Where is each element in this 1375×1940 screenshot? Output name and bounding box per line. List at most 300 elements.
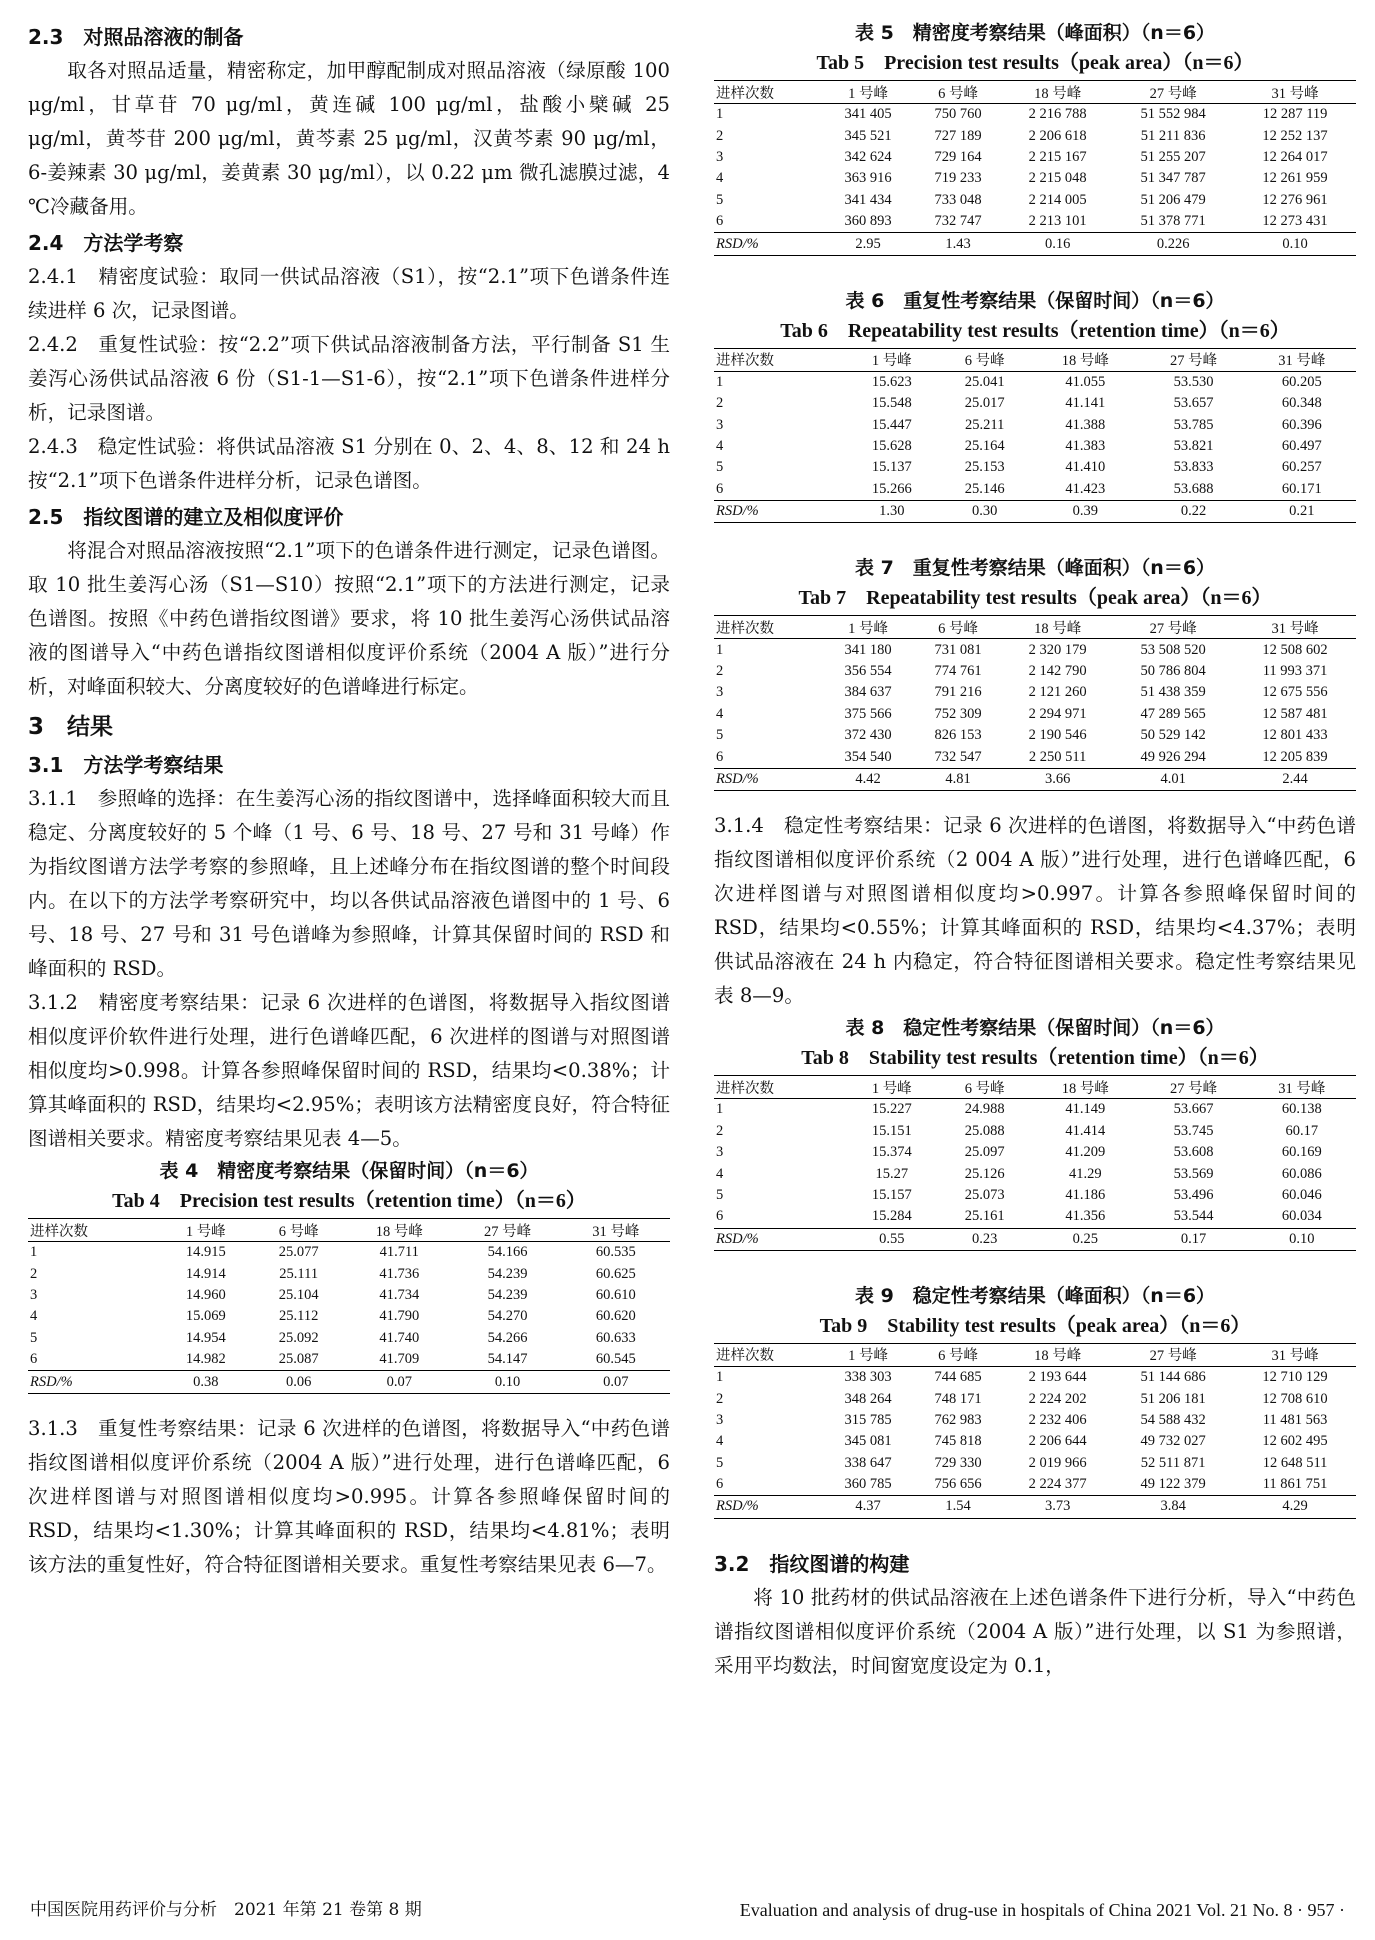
rsd-cell: 1.54 — [913, 1496, 1003, 1518]
table-cell: 12 264 017 — [1262, 148, 1328, 165]
column-header: 31 号峰 — [1234, 81, 1356, 104]
table-cell: 53.745 — [1173, 1122, 1214, 1139]
table-cell: 14.954 — [185, 1329, 226, 1346]
table-cell: 41.209 — [1065, 1144, 1106, 1161]
table-cell: 1 — [716, 1369, 724, 1386]
table-cell: 732 747 — [934, 213, 982, 230]
table-cell: 15.623 — [871, 373, 912, 390]
table-7-block — [714, 553, 1356, 791]
column-header: 31 号峰 — [1234, 616, 1356, 639]
table-cell: 727 189 — [934, 127, 982, 144]
table-row — [714, 661, 1356, 682]
table-cell: 354 540 — [844, 748, 892, 765]
table-cell: 6 — [716, 1476, 724, 1493]
table-cell: 51 144 686 — [1140, 1369, 1206, 1386]
table-cell: 744 685 — [934, 1369, 982, 1386]
table-cell: 1 — [716, 641, 724, 658]
table-cell: 52 511 871 — [1140, 1454, 1206, 1471]
table-9 — [714, 1343, 1356, 1519]
table-8-caption-cn: 表 8 稳定性考察结果（保留时间）（n＝6） — [845, 1017, 1225, 1040]
rsd-cell: 0.23 — [938, 1228, 1031, 1250]
table-cell: 60.257 — [1281, 459, 1322, 476]
table-cell: 15.266 — [871, 480, 912, 497]
table-cell: 53.544 — [1173, 1208, 1214, 1225]
table-cell: 341 434 — [844, 191, 892, 208]
table-cell: 25.087 — [278, 1351, 319, 1368]
table-row — [28, 1328, 670, 1349]
table-cell: 25.153 — [964, 459, 1005, 476]
rsd-cell: 1.43 — [913, 233, 1003, 255]
table-row — [714, 1453, 1356, 1474]
table-cell: 4 — [30, 1308, 38, 1325]
table-cell: 6 — [716, 748, 724, 765]
table-cell: 4 — [716, 705, 724, 722]
table-cell: 60.497 — [1281, 438, 1322, 455]
table-cell: 53.688 — [1173, 480, 1214, 497]
table-cell: 2 — [716, 663, 724, 680]
table-cell: 14.960 — [185, 1286, 226, 1303]
column-header: 27 号峰 — [453, 1219, 561, 1242]
table-cell: 2 — [30, 1265, 38, 1282]
table-cell: 729 164 — [934, 148, 982, 165]
rsd-cell: RSD/% — [714, 501, 845, 523]
table-cell: 53.657 — [1173, 395, 1214, 412]
table-cell: 12 801 433 — [1262, 727, 1328, 744]
column-header: 18 号峰 — [345, 1219, 453, 1242]
table-cell: 5 — [30, 1329, 38, 1346]
column-header: 进样次数 — [714, 616, 823, 639]
section-2-4-3: 2.4.3 稳定性试验：将供试品溶液 S1 分别在 0、2、4、8、12 和 24 h 按“2.1”项下色谱条件进样分析，记录色谱图。 — [28, 435, 670, 492]
table-cell: 2 250 511 — [1028, 748, 1087, 765]
table-cell: 752 309 — [934, 705, 982, 722]
table-cell: 15.151 — [871, 1122, 912, 1139]
table-6-caption-cn: 表 6 重复性考察结果（保留时间）（n＝6） — [845, 289, 1225, 312]
table-cell: 12 273 431 — [1262, 213, 1328, 230]
table-cell: 12 708 610 — [1262, 1390, 1328, 1407]
column-header: 6 号峰 — [252, 1219, 345, 1242]
rsd-cell: RSD/% — [714, 1228, 845, 1250]
table-row — [714, 1121, 1356, 1142]
table-cell: 5 — [716, 459, 724, 476]
table-cell: 2 215 167 — [1028, 148, 1087, 165]
table-cell: 774 761 — [934, 663, 982, 680]
table-cell: 14.982 — [185, 1351, 226, 1368]
rsd-cell: 3.73 — [1003, 1496, 1112, 1518]
table-cell: 3 — [716, 684, 724, 701]
table-row — [714, 1366, 1356, 1388]
table-cell: 60.396 — [1281, 416, 1322, 433]
table-cell: 1 — [716, 1101, 724, 1118]
column-header: 进样次数 — [714, 348, 845, 371]
table-row — [714, 1185, 1356, 1206]
table-row — [28, 1306, 670, 1327]
table-cell: 341 405 — [844, 106, 892, 123]
table-9-block — [714, 1281, 1356, 1519]
column-header: 31 号峰 — [1234, 1343, 1356, 1366]
table-cell: 5 — [716, 727, 724, 744]
table-row — [714, 682, 1356, 703]
table-cell: 6 — [716, 213, 724, 230]
section-3-2-title: 3.2 指纹图谱的构建 — [714, 1551, 910, 1576]
table-header-row — [714, 1076, 1356, 1099]
table-cell: 25.211 — [965, 416, 1005, 433]
rsd-row — [714, 1496, 1356, 1518]
rsd-cell: 0.30 — [938, 501, 1031, 523]
table-cell: 4 — [716, 1165, 724, 1182]
table-cell: 25.092 — [278, 1329, 319, 1346]
table-header-row — [714, 616, 1356, 639]
table-cell: 342 624 — [844, 148, 892, 165]
left-column — [28, 18, 670, 1582]
section-3-2-text: 将 10 批药材的供试品溶液在上述色谱条件下进行分析，导入“中药色谱指纹图谱相似度评价系统（2004 A 版）”进行处理，以 S1 为参照谱，采用平均数法，时间窗宽度设定为 0.1， — [714, 1585, 1356, 1677]
table-cell: 6 — [30, 1351, 38, 1368]
table-cell: 15.069 — [185, 1308, 226, 1325]
table-cell: 12 675 556 — [1262, 684, 1328, 701]
table-cell: 14.915 — [185, 1244, 226, 1261]
table-cell: 54.239 — [487, 1265, 528, 1282]
table-cell: 41.709 — [379, 1351, 420, 1368]
table-cell: 54.239 — [487, 1286, 528, 1303]
table-cell: 5 — [716, 191, 724, 208]
table-cell: 51 378 771 — [1140, 213, 1206, 230]
table-cell: 2 320 179 — [1028, 641, 1087, 658]
table-row — [714, 415, 1356, 436]
table-cell: 3 — [716, 148, 724, 165]
table-cell: 348 264 — [844, 1390, 892, 1407]
table-cell: 49 732 027 — [1140, 1433, 1206, 1450]
table-cell: 345 521 — [844, 127, 892, 144]
table-cell: 60.348 — [1281, 395, 1322, 412]
column-header: 27 号峰 — [1112, 1343, 1234, 1366]
table-cell: 60.633 — [595, 1329, 636, 1346]
table-5 — [714, 80, 1356, 256]
column-header: 31 号峰 — [562, 1219, 670, 1242]
column-header: 进样次数 — [714, 81, 823, 104]
table-cell: 41.141 — [1065, 395, 1106, 412]
table-cell: 60.034 — [1281, 1208, 1322, 1225]
table-cell: 2 — [716, 395, 724, 412]
table-cell: 54.270 — [487, 1308, 528, 1325]
table-cell: 4 — [716, 438, 724, 455]
table-cell: 2 214 005 — [1028, 191, 1087, 208]
table-cell: 729 330 — [934, 1454, 982, 1471]
table-cell: 356 554 — [844, 663, 892, 680]
table-cell: 50 786 804 — [1140, 663, 1206, 680]
column-header: 1 号峰 — [823, 1343, 913, 1366]
table-5-caption-cn: 表 5 精密度考察结果（峰面积）（n＝6） — [854, 22, 1216, 44]
table-cell: 2 — [716, 1122, 724, 1139]
table-cell: 2 213 101 — [1028, 213, 1087, 230]
table-cell: 41.383 — [1065, 438, 1106, 455]
table-cell: 60.17 — [1285, 1122, 1319, 1139]
table-cell: 51 206 479 — [1140, 191, 1206, 208]
table-cell: 25.041 — [964, 373, 1005, 390]
table-row — [714, 457, 1356, 478]
section-3-1-4: 3.1.4 稳定性考察结果：记录 6 次进样的色谱图，将数据导入“中药色谱指纹图谱相似度评价系统（2 004 A 版）”进行处理，进行色谱峰匹配，6 次进样图谱与对照图谱相似度均>0.997。计算各参照峰保留时间的 RSD，结果均<0.55%；计算其峰面积的 RSD，结果均<4.37%；表明供试品溶液在 24 h 内稳定，符合特征图谱相关要求。稳定性考察结果见表 8—9。 — [714, 814, 1356, 1008]
table-cell: 345 081 — [844, 1433, 892, 1450]
table-cell: 60.535 — [595, 1244, 636, 1261]
table-row — [714, 104, 1356, 126]
table-cell: 12 648 511 — [1262, 1454, 1328, 1471]
table-cell: 41.423 — [1065, 480, 1106, 497]
table-cell: 6 — [716, 1208, 724, 1225]
table-cell: 53.833 — [1173, 459, 1214, 476]
table-row — [714, 1431, 1356, 1452]
table-cell: 733 048 — [934, 191, 982, 208]
table-cell: 54.166 — [487, 1244, 528, 1261]
table-cell: 360 785 — [844, 1476, 892, 1493]
table-cell: 60.620 — [595, 1308, 636, 1325]
table-cell: 2 206 644 — [1028, 1433, 1087, 1450]
table-row — [714, 393, 1356, 414]
table-cell: 12 287 119 — [1262, 106, 1328, 123]
table-cell: 2 232 406 — [1028, 1411, 1087, 1428]
table-cell: 762 983 — [934, 1411, 982, 1428]
table-cell: 54.266 — [487, 1329, 528, 1346]
table-9-caption-cn: 表 9 稳定性考察结果（峰面积）（n＝6） — [854, 1284, 1216, 1307]
section-3-title: 3 结果 — [28, 714, 114, 740]
table-row — [714, 1163, 1356, 1184]
table-row — [714, 639, 1356, 661]
table-cell: 2 — [716, 127, 724, 144]
table-cell: 748 171 — [934, 1390, 982, 1407]
table-cell: 1 — [716, 373, 724, 390]
column-header: 18 号峰 — [1003, 1343, 1112, 1366]
table-cell: 11 481 563 — [1262, 1411, 1328, 1428]
table-cell: 12 602 495 — [1262, 1433, 1328, 1450]
table-6-block — [714, 286, 1356, 524]
table-row — [714, 1388, 1356, 1409]
table-cell: 49 122 379 — [1140, 1476, 1206, 1493]
table-8-caption-en: Tab 8 Stability test results（retention time）（n＝6） — [801, 1047, 1269, 1070]
table-7-caption-cn: 表 7 重复性考察结果（峰面积）（n＝6） — [854, 557, 1216, 580]
table-cell: 41.740 — [379, 1329, 420, 1346]
table-row — [714, 479, 1356, 501]
table-cell: 51 206 181 — [1140, 1390, 1206, 1407]
table-cell: 2 — [716, 1390, 724, 1407]
rsd-row — [714, 501, 1356, 523]
table-cell: 41.356 — [1065, 1208, 1106, 1225]
table-cell: 53.821 — [1173, 438, 1214, 455]
table-row — [28, 1263, 670, 1284]
table-4-block — [28, 1156, 670, 1394]
table-cell: 2 193 644 — [1028, 1369, 1087, 1386]
table-5-caption-en: Tab 5 Precision test results（peak area）（n＝6） — [816, 52, 1254, 74]
table-row — [714, 725, 1356, 746]
section-2-4-title: 2.4 方法学考察 — [28, 231, 184, 255]
table-cell: 25.077 — [278, 1244, 319, 1261]
table-row — [28, 1242, 670, 1264]
section-3-1-2: 3.1.2 精密度考察结果：记录 6 次进样的色谱图，将数据导入指纹图谱相似度评价软件进行处理，进行色谱峰匹配，6 次进样的图谱与对照图谱相似度均>0.998。计算各参照峰保留时间的 RSD，结果均<0.38%；计算其峰面积的 RSD，结果均<2.95%；表明该方法精密度良好，符合特征图谱相关要求。精密度考察结果见表 4—5。 — [28, 991, 670, 1150]
table-cell: 60.625 — [595, 1265, 636, 1282]
section-2-5-title: 2.5 指纹图谱的建立及相似度评价 — [28, 505, 344, 529]
table-cell: 384 637 — [844, 684, 892, 701]
column-header: 31 号峰 — [1248, 1076, 1356, 1099]
rsd-cell: 0.10 — [453, 1371, 561, 1393]
rsd-cell: 0.10 — [1234, 233, 1356, 255]
table-header-row — [714, 348, 1356, 371]
column-header: 1 号峰 — [845, 1076, 938, 1099]
rsd-cell: RSD/% — [714, 1496, 823, 1518]
table-cell: 12 205 839 — [1262, 748, 1328, 765]
column-header: 18 号峰 — [1031, 1076, 1139, 1099]
rsd-cell: 4.01 — [1112, 768, 1234, 790]
column-header: 27 号峰 — [1139, 1076, 1247, 1099]
rsd-cell: 0.226 — [1112, 233, 1234, 255]
column-header: 进样次数 — [714, 1343, 823, 1366]
rsd-cell: 0.22 — [1139, 501, 1247, 523]
table-row — [28, 1285, 670, 1306]
rsd-cell: 3.66 — [1003, 768, 1112, 790]
column-header: 27 号峰 — [1139, 348, 1247, 371]
table-cell: 25.146 — [964, 480, 1005, 497]
rsd-cell: 0.16 — [1003, 233, 1112, 255]
section-3-1-3: 3.1.3 重复性考察结果：记录 6 次进样的色谱图，将数据导入“中药色谱指纹图谱相似度评价系统（2004 A 版）”进行处理，进行色谱峰匹配，6 次进样图谱与对照图谱相似度均>0.995。计算各参照峰保留时间的 RSD，结果均<1.30%；计算其峰面积的 RSD，结果均<4.81%；表明该方法的重复性好，符合特征图谱相关要求。重复性考察结果见表 6—7。 — [28, 1416, 670, 1576]
table-cell: 41.711 — [379, 1244, 419, 1261]
table-cell: 15.227 — [871, 1101, 912, 1118]
table-cell: 15.447 — [871, 416, 912, 433]
table-cell: 25.088 — [964, 1122, 1005, 1139]
table-cell: 53 508 520 — [1140, 641, 1206, 658]
rsd-cell: 1.30 — [845, 501, 938, 523]
table-cell: 51 438 359 — [1140, 684, 1206, 701]
table-cell: 4 — [716, 1433, 724, 1450]
rsd-cell: 4.29 — [1234, 1496, 1356, 1518]
section-2-3-text: 取各对照品适量，精密称定，加甲醇配制成对照品溶液（绿原酸 100 μg/ml，甘草苷 70 μg/ml，黄连碱 100 μg/ml，盐酸小檗碱 25 μg/ml，黄芩苷 200 μg/ml，黄芩素 25 μg/ml，汉黄芩素 90 μg/ml，6-姜辣素 30 μg/ml，姜黄素 30 μg/ml），以 0.22 μm 微孔滤膜过滤，4 ℃冷藏备用。 — [28, 59, 670, 218]
table-8-block — [714, 1013, 1356, 1251]
table-cell: 54 588 432 — [1140, 1411, 1206, 1428]
column-header: 27 号峰 — [1112, 616, 1234, 639]
column-header: 1 号峰 — [823, 616, 913, 639]
table-cell: 12 508 602 — [1262, 641, 1328, 658]
table-cell: 2 224 202 — [1028, 1390, 1087, 1407]
table-cell: 1 — [30, 1244, 38, 1261]
table-7-caption-en: Tab 7 Repeatability test results（peak area）（n＝6） — [798, 587, 1272, 610]
table-cell: 53.608 — [1173, 1144, 1214, 1161]
table-cell: 3 — [30, 1286, 38, 1303]
table-cell: 1 — [716, 106, 724, 123]
rsd-cell: 0.17 — [1139, 1228, 1247, 1250]
table-cell: 24.988 — [964, 1101, 1005, 1118]
table-cell: 50 529 142 — [1140, 727, 1206, 744]
table-cell: 41.736 — [379, 1265, 420, 1282]
table-cell: 53.667 — [1173, 1101, 1214, 1118]
table-cell: 41.410 — [1065, 459, 1106, 476]
table-row — [714, 168, 1356, 189]
table-cell: 3 — [716, 1411, 724, 1428]
column-header: 进样次数 — [714, 1076, 845, 1099]
table-row — [714, 1410, 1356, 1431]
rsd-cell: 0.07 — [345, 1371, 453, 1393]
table-cell: 53.569 — [1173, 1165, 1214, 1182]
table-cell: 5 — [716, 1454, 724, 1471]
footer-journal-cn: 中国医院用药评价与分析 2021 年第 21 卷第 8 期 — [30, 1900, 422, 1920]
table-cell: 51 211 836 — [1140, 127, 1206, 144]
rsd-cell: 0.55 — [845, 1228, 938, 1250]
table-cell: 338 303 — [844, 1369, 892, 1386]
table-cell: 25.164 — [964, 438, 1005, 455]
table-cell: 4 — [716, 170, 724, 187]
table-row — [714, 704, 1356, 725]
table-row — [714, 190, 1356, 211]
rsd-cell: 0.21 — [1248, 501, 1356, 523]
table-cell: 60.046 — [1281, 1186, 1322, 1203]
rsd-cell: 0.10 — [1248, 1228, 1356, 1250]
table-cell: 60.086 — [1281, 1165, 1322, 1182]
table-cell: 47 289 565 — [1140, 705, 1206, 722]
rsd-cell: 4.81 — [913, 768, 1003, 790]
table-header-row — [28, 1219, 670, 1242]
table-cell: 11 993 371 — [1262, 663, 1328, 680]
section-3-1-title: 3.1 方法学考察结果 — [28, 753, 224, 777]
table-cell: 41.186 — [1065, 1186, 1106, 1203]
table-cell: 15.137 — [871, 459, 912, 476]
table-cell: 372 430 — [844, 727, 892, 744]
table-cell: 51 347 787 — [1140, 170, 1206, 187]
table-cell: 750 760 — [934, 106, 982, 123]
table-cell: 756 656 — [934, 1476, 982, 1493]
table-cell: 53.530 — [1173, 373, 1214, 390]
table-row — [714, 436, 1356, 457]
table-cell: 2 224 377 — [1028, 1476, 1087, 1493]
table-cell: 54.147 — [487, 1351, 528, 1368]
table-row — [714, 371, 1356, 393]
table-cell: 25.073 — [964, 1186, 1005, 1203]
table-cell: 12 276 961 — [1262, 191, 1328, 208]
table-cell: 5 — [716, 1186, 724, 1203]
table-cell: 731 081 — [934, 641, 982, 658]
table-cell: 315 785 — [844, 1411, 892, 1428]
table-cell: 60.545 — [595, 1351, 636, 1368]
table-cell: 12 587 481 — [1262, 705, 1328, 722]
rsd-row — [714, 233, 1356, 255]
table-row — [714, 125, 1356, 146]
rsd-cell: 0.38 — [159, 1371, 252, 1393]
table-cell: 51 255 207 — [1140, 148, 1206, 165]
table-cell: 3 — [716, 416, 724, 433]
table-8 — [714, 1075, 1356, 1251]
table-cell: 53.785 — [1173, 416, 1214, 433]
table-4-caption-cn: 表 4 精密度考察结果（保留时间）（n＝6） — [159, 1160, 539, 1182]
table-5-block — [714, 18, 1356, 256]
rsd-cell: 0.07 — [562, 1371, 670, 1393]
table-cell: 41.29 — [1068, 1165, 1102, 1182]
table-cell: 15.548 — [871, 395, 912, 412]
table-cell: 2 190 546 — [1028, 727, 1087, 744]
rsd-row — [28, 1371, 670, 1393]
table-cell: 3 — [716, 1144, 724, 1161]
column-header: 27 号峰 — [1112, 81, 1234, 104]
table-cell: 2 206 618 — [1028, 127, 1087, 144]
rsd-row — [714, 768, 1356, 790]
table-cell: 14.914 — [185, 1265, 226, 1282]
table-cell: 15.157 — [871, 1186, 912, 1203]
table-cell: 360 893 — [844, 213, 892, 230]
table-cell: 745 818 — [934, 1433, 982, 1450]
table-cell: 826 153 — [934, 727, 982, 744]
table-cell: 25.161 — [964, 1208, 1005, 1225]
column-header: 18 号峰 — [1003, 616, 1112, 639]
table-cell: 6 — [716, 480, 724, 497]
table-cell: 363 916 — [844, 170, 892, 187]
table-cell: 2 216 788 — [1028, 106, 1087, 123]
table-row — [714, 1206, 1356, 1228]
column-header: 6 号峰 — [938, 348, 1031, 371]
table-6-caption-en: Tab 6 Repeatability test results（retention time）（n＝6） — [780, 319, 1290, 342]
table-9-caption-en: Tab 9 Stability test results（peak area）（n＝6） — [819, 1314, 1251, 1337]
rsd-cell: RSD/% — [714, 233, 823, 255]
table-row — [714, 746, 1356, 768]
